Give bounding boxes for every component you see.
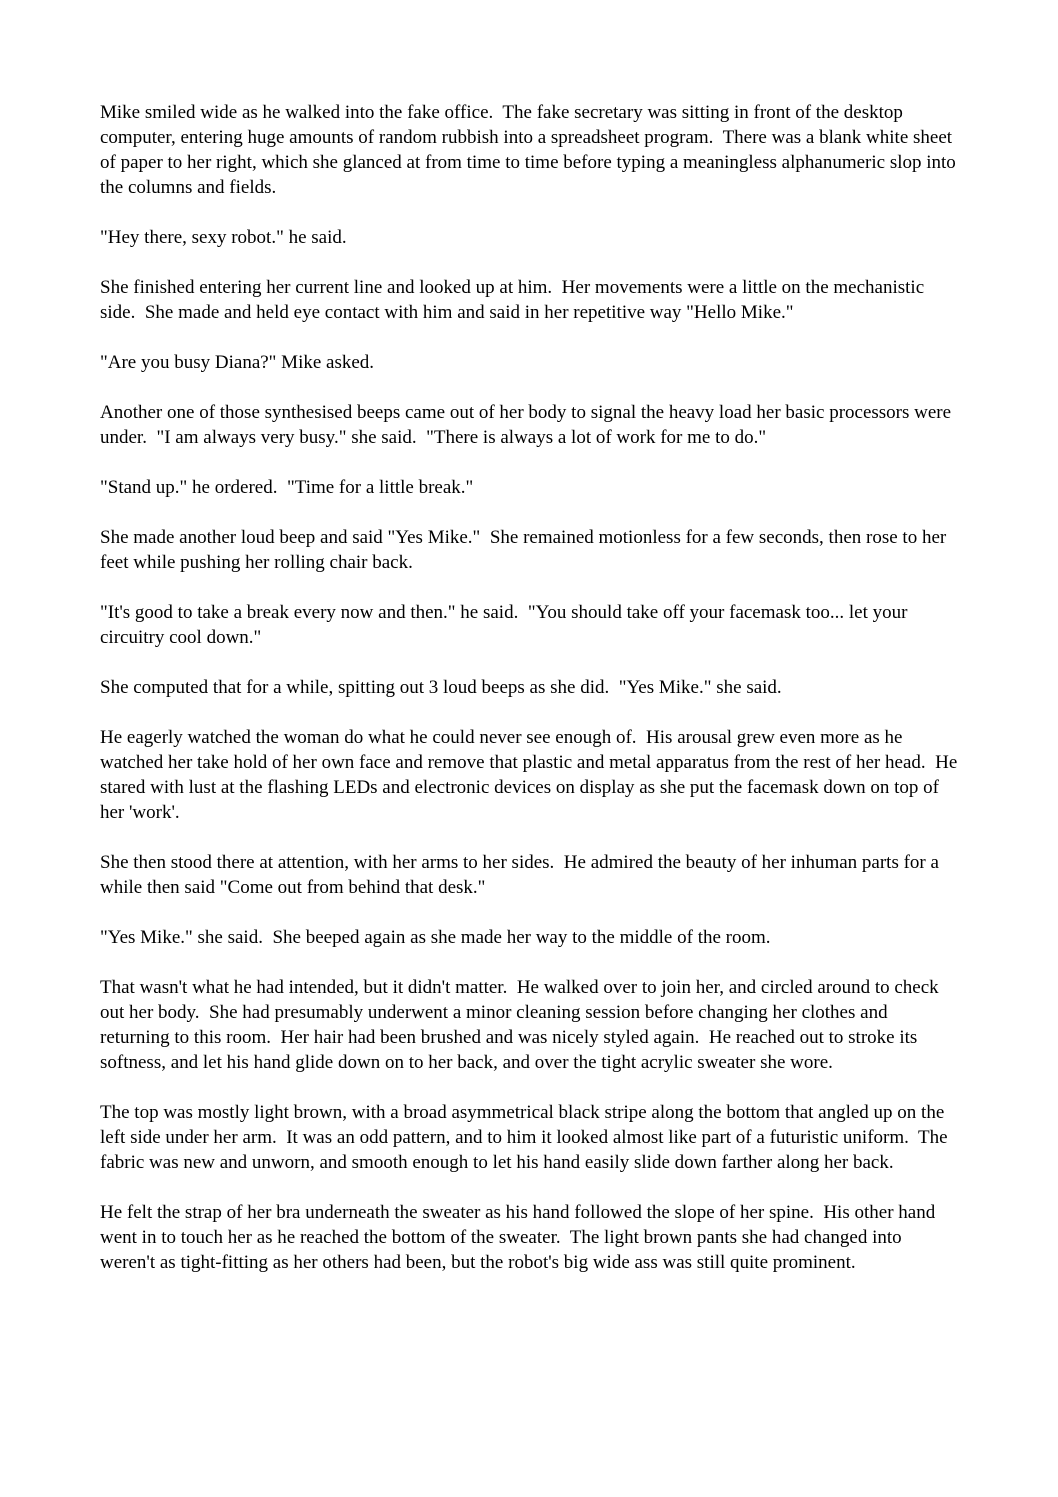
story-paragraph: "Hey there, sexy robot." he said. [100,227,347,248]
story-paragraph: "Are you busy Diana?" Mike asked. [100,352,375,373]
story-paragraph: She computed that for a while, spitting out 3 loud beeps as she did. "Yes Mike." she said. [100,677,782,698]
story-paragraph: Another one of those synthesised beeps came out of her body to signal the heavy load her basic processors were under. "I am always very busy." she said. "There is always a lot of work for me to do." [100,402,956,448]
story-paragraph: He felt the strap of her bra underneath the sweater as his hand followed the slope of her spine. His other hand went in to touch her as he reached the bottom of the sweater. The light brown pants she had changed into weren't as tight-fitting as her others had been, but the robot's big wide ass was still quite prominent. [100,1202,940,1273]
story-paragraph: She made another loud beep and said "Yes Mike." She remained motionless for a few seconds, then rose to her feet while pushing her rolling chair back. [100,527,951,573]
story-paragraph: "It's good to take a break every now and then." he said. "You should take off your facemask too... let your circuitry cool down." [100,602,913,648]
story-document [100,100,963,1275]
story-paragraph: He eagerly watched the woman do what he could never see enough of. His arousal grew even more as he watched her take hold of her own face and remove that plastic and metal apparatus from the rest of her head. He stared with lust at the flashing LEDs and electronic devices on display as she put the facemask down on top of her 'work'. [100,727,963,823]
story-paragraph: "Yes Mike." she said. She beeped again as she made her way to the middle of the room. [100,927,771,948]
story-paragraph: The top was mostly light brown, with a broad asymmetrical black stripe along the bottom that angled up on the left side under her arm. It was an odd pattern, and to him it looked almost like part of a futuristic uniform. The fabric was new and unworn, and smooth enough to let his hand easily slide down farther along her back. [100,1102,953,1173]
story-paragraph: She then stood there at attention, with her arms to her sides. He admired the beauty of her inhuman parts for a while then said "Come out from behind that desk." [100,852,944,898]
story-paragraph: "Stand up." he ordered. "Time for a little break." [100,477,474,498]
story-paragraph: That wasn't what he had intended, but it didn't matter. He walked over to join her, and circled around to check out her body. She had presumably underwent a minor cleaning session before changing her clothes and returning to this room. Her hair had been brushed and was nicely styled again. He reached out to stroke its softness, and let his hand glide down on to her back, and over the tight acrylic sweater she wore. [100,977,944,1073]
story-paragraph: She finished entering her current line and looked up at him. Her movements were a little on the mechanistic side. She made and held eye contact with him and said in her repetitive way "Hello Mike." [100,277,929,323]
story-paragraph: Mike smiled wide as he walked into the fake office. The fake secretary was sitting in front of the desktop computer, entering huge amounts of random rubbish into a spreadsheet program. There was a blank white sheet of paper to her right, which she glanced at from time to time before typing a meaningless alphanumeric slop into the columns and fields. [100,102,961,198]
